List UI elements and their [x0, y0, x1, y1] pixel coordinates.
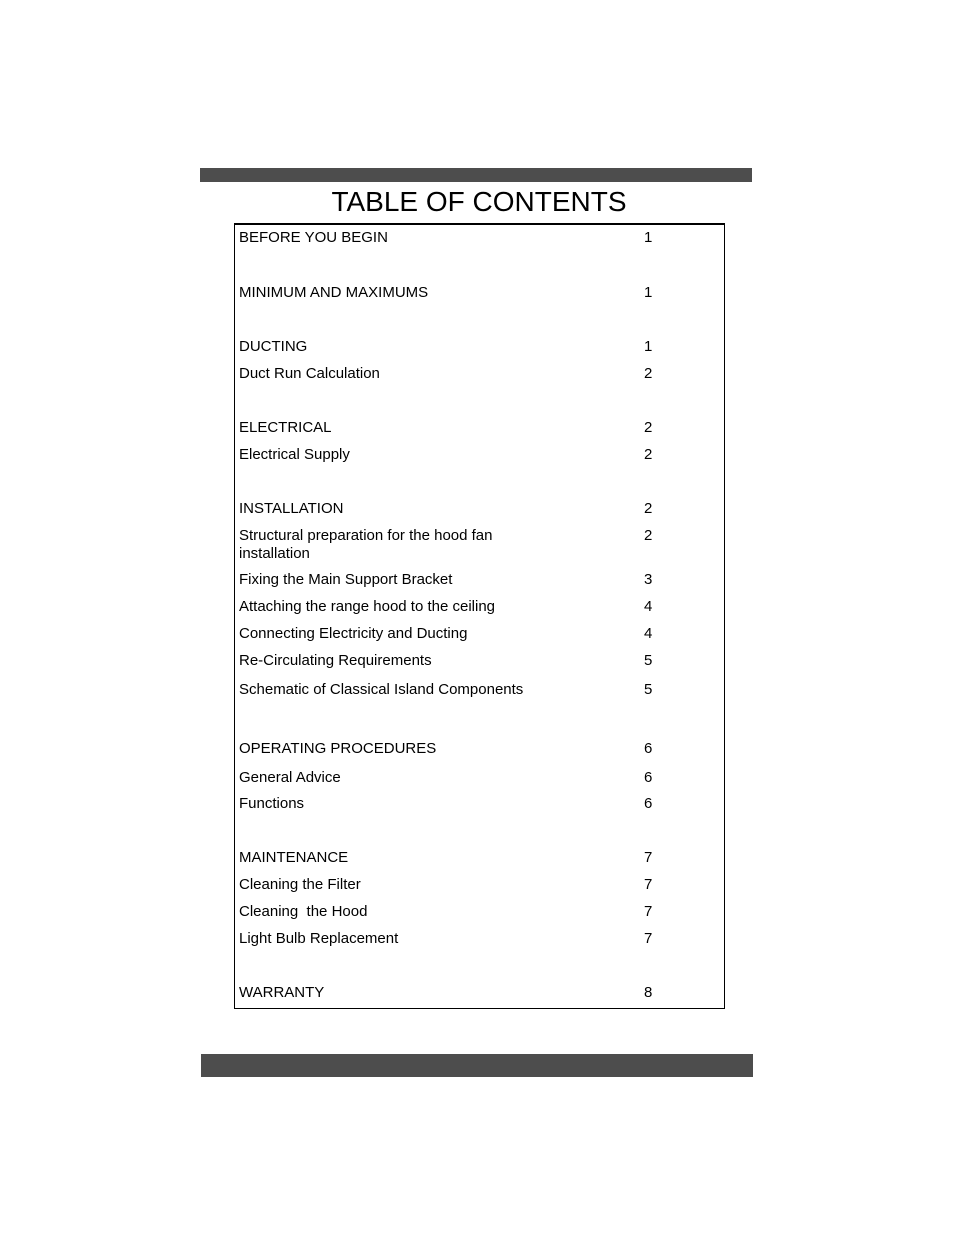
toc-entry-page: 6 [644, 769, 653, 786]
toc-entry-label: WARRANTY [239, 984, 325, 1001]
toc-entry-label: Light Bulb Replacement [239, 930, 399, 947]
toc-entry-page: 2 [644, 500, 653, 517]
toc-entry-label: Cleaning the Hood [239, 903, 368, 920]
page-title: TABLE OF CONTENTS [331, 186, 627, 217]
toc-entry-page: 6 [644, 795, 653, 812]
toc-entry-page: 7 [644, 903, 653, 920]
toc-entry-page: 7 [644, 849, 653, 866]
toc-entry-page: 1 [644, 338, 653, 355]
toc-entry-label: Structural preparation for the hood fan installation [239, 527, 493, 562]
toc-entry-page: 2 [644, 527, 653, 544]
toc-entry-page: 2 [644, 419, 653, 436]
toc-entry-page: 7 [644, 930, 653, 947]
toc-entry-label: MAINTENANCE [239, 849, 349, 866]
toc-entry-label: Attaching the range hood to the ceiling [239, 598, 496, 615]
toc-table [234, 223, 725, 1009]
toc-entry-page: 2 [644, 446, 653, 463]
toc-entry-page: 8 [644, 984, 653, 1001]
toc-entry-page: 1 [644, 229, 653, 246]
toc-entry-label: ELECTRICAL [239, 419, 332, 436]
toc-entry-label: Connecting Electricity and Ducting [239, 625, 468, 642]
toc-entry-label: DUCTING [239, 338, 308, 355]
toc-entry-page: 6 [644, 740, 653, 757]
top-divider-bar [200, 168, 752, 182]
toc-entry-label: Cleaning the Filter [239, 876, 361, 893]
toc-entry-label: Duct Run Calculation [239, 365, 380, 382]
toc-entry-label: General Advice [239, 769, 341, 786]
toc-entry-page: 4 [644, 598, 653, 615]
toc-entry-page: 4 [644, 625, 653, 642]
toc-entry-page: 2 [644, 365, 653, 382]
toc-entry-label: OPERATING PROCEDURES [239, 740, 437, 757]
bottom-divider-bar [201, 1054, 753, 1077]
toc-entry-page: 5 [644, 652, 653, 669]
toc-entry-label: Schematic of Classical Island Components [239, 681, 524, 698]
toc-entry-label: Electrical Supply [239, 446, 350, 463]
toc-entry-label: Re-Circulating Requirements [239, 652, 432, 669]
toc-entry-label: Functions [239, 795, 305, 812]
toc-entry-page: 7 [644, 876, 653, 893]
toc-entry-page: 3 [644, 571, 653, 588]
toc-entry-label: MINIMUM AND MAXIMUMS [239, 284, 429, 301]
toc-entry-page: 5 [644, 681, 653, 698]
toc-entry-label: Fixing the Main Support Bracket [239, 571, 453, 588]
toc-entry-page: 1 [644, 284, 653, 301]
toc-entry-label: INSTALLATION [239, 500, 344, 517]
toc-entry-label: BEFORE YOU BEGIN [239, 229, 388, 246]
